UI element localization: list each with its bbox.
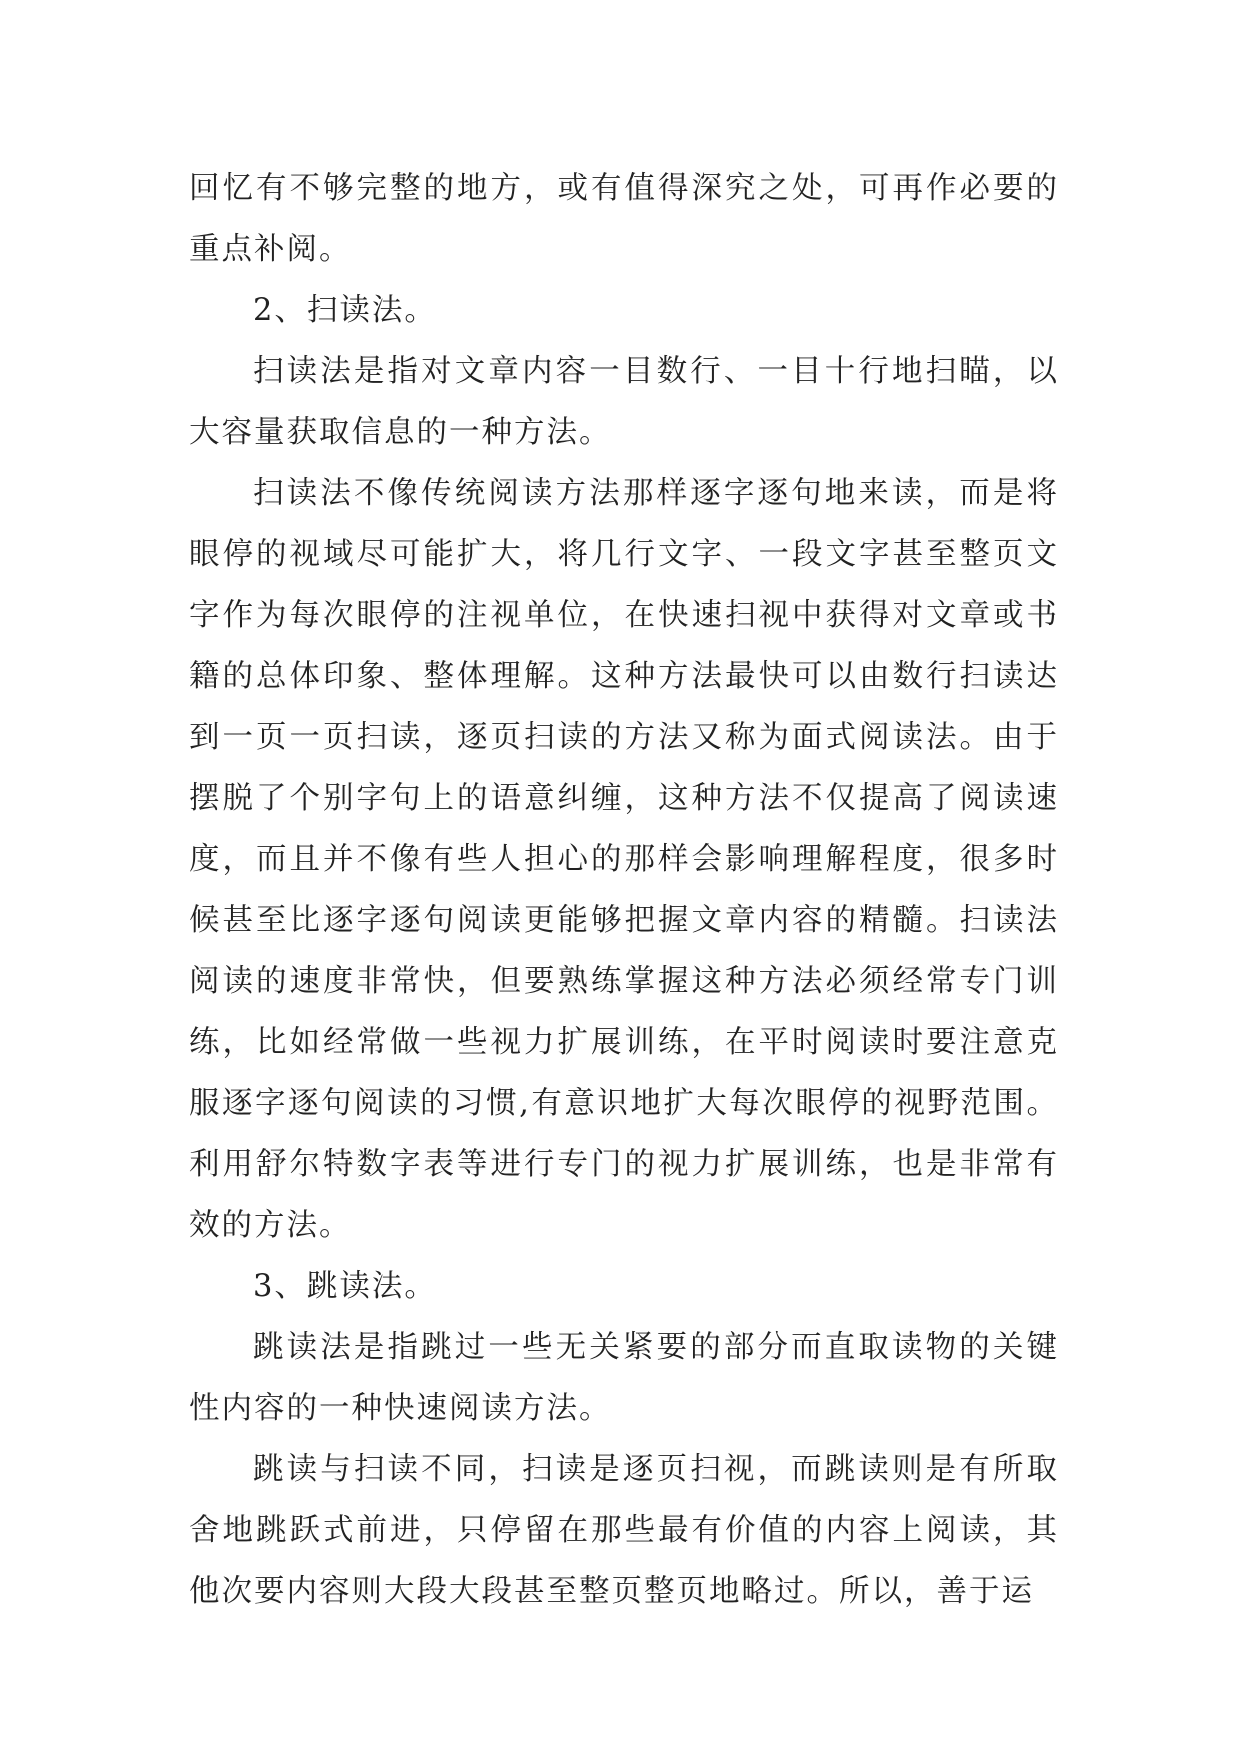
paragraph-skim-explanation: 扫读法不像传统阅读方法那样逐字逐句地来读，而是将眼停的视域尽可能扩大，将几行文字、一段文字甚至整页文字作为每次眼停的注视单位，在快速扫视中获得对文章或书籍的总体印象、整体理解。这种方法最快可以由数行扫读达到一页一页扫读，逐页扫读的方法又称为面式阅读法。由于摆脱了个别字句上的语意纠缠，这种方法不仅提高了阅读速度，而且并不像有些人担心的那样会影响理解程度，很多时候甚至比逐字逐句阅读更能够把握文章内容的精髓。扫读法阅读的速度非常快，但要熟练掌握这种方法必须经常专门训练，比如经常做一些视力扩展训练，在平时阅读时要注意克服逐字逐句阅读的习惯,有意识地扩大每次眼停的视野范围。利用舒尔特数字表等进行专门的视力扩展训练，也是非常有效的方法。 bbox=[189, 476, 1059, 1243]
document-body bbox=[189, 158, 1059, 1622]
section-heading-skip-reading: 3、跳读法。 bbox=[253, 1269, 437, 1304]
section-heading-skim-reading: 2、扫读法。 bbox=[253, 293, 437, 328]
paragraph-continuation: 回忆有不够完整的地方，或有值得深究之处，可再作必要的重点补阅。 bbox=[189, 171, 1059, 267]
paragraph-skip-explanation: 跳读与扫读不同，扫读是逐页扫视，而跳读则是有所取舍地跳跃式前进，只停留在那些最有价值的内容上阅读，其他次要内容则大段大段甚至整页整页地略过。所以，善于运 bbox=[189, 1452, 1059, 1609]
paragraph-skim-definition: 扫读法是指对文章内容一目数行、一目十行地扫瞄，以大容量获取信息的一种方法。 bbox=[189, 354, 1059, 450]
paragraph-skip-definition: 跳读法是指跳过一些无关紧要的部分而直取读物的关键性内容的一种快速阅读方法。 bbox=[189, 1330, 1059, 1426]
